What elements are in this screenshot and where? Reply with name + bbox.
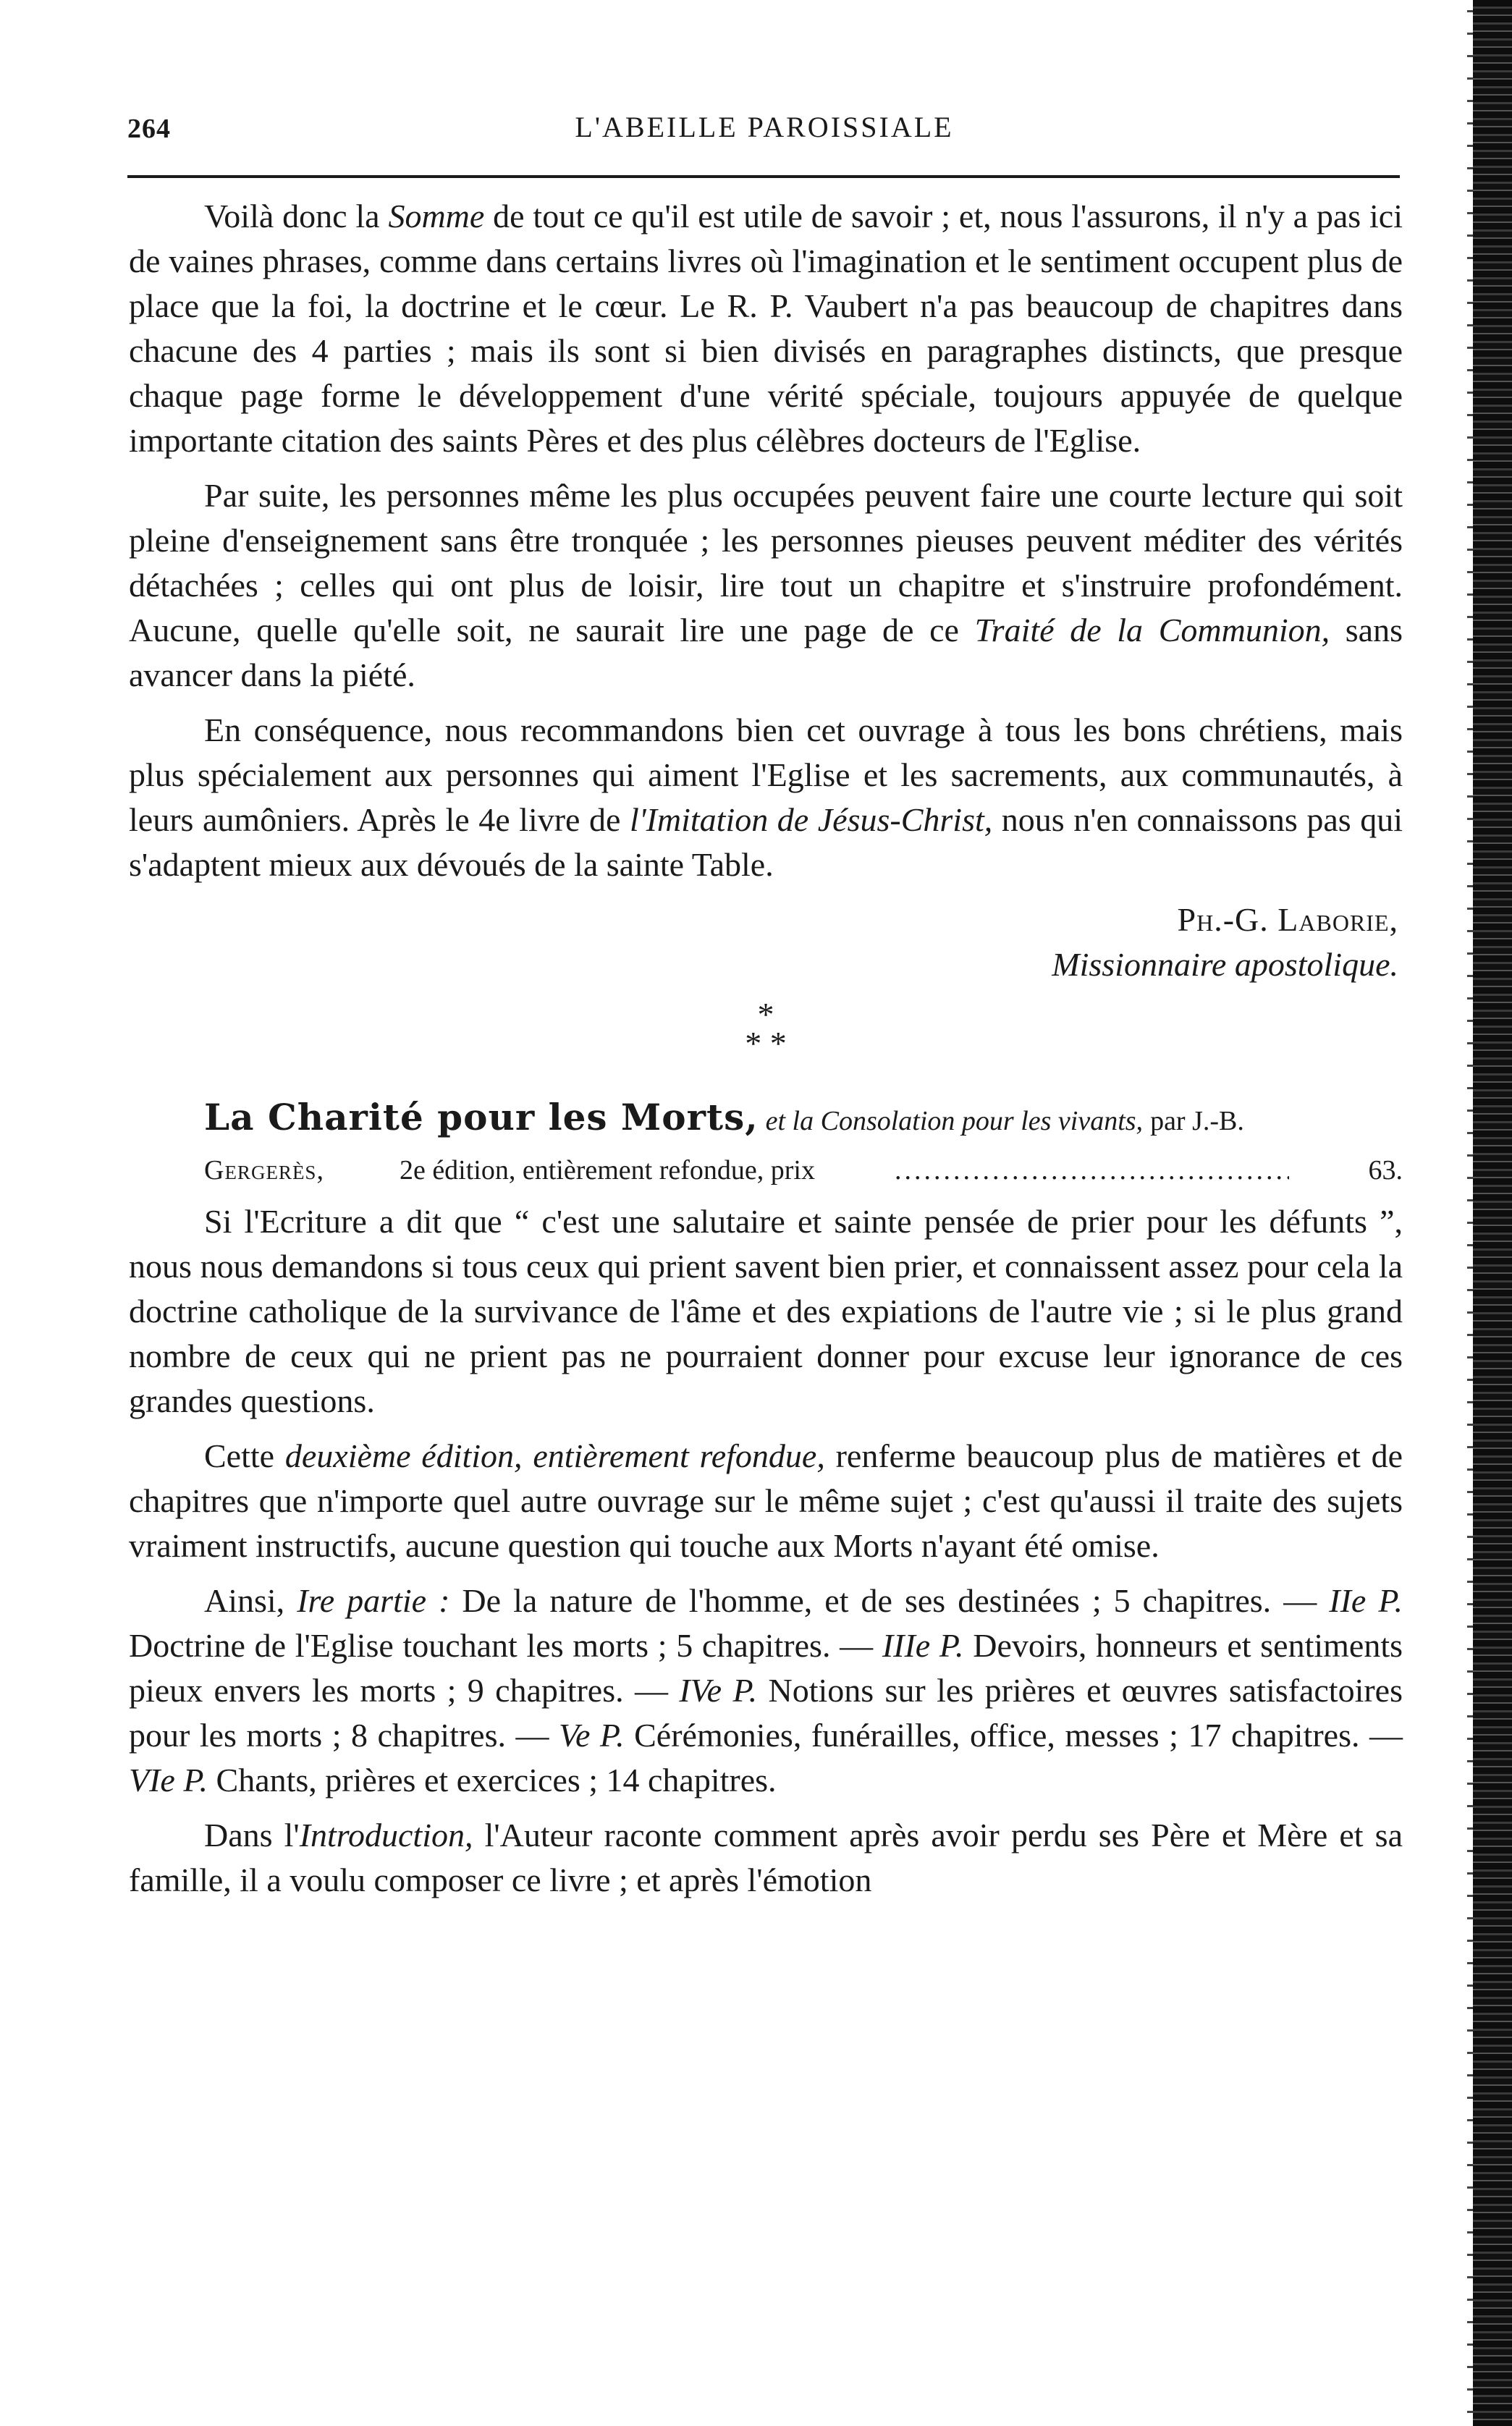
page-header [127,110,1401,153]
review2-paragraph-3: Ainsi, Ire partie : De la nature de l'homme, et de ses destinées ; 5 chapitres. — IIe P. Doctrine de l'Eglise touchant les morts ; 5 chapitres. — IIIe P. Devoirs, honneurs et sentiments pieux envers les morts ; 9 chapitres. — IVe P. Notions sur les prières et œuvres satisfactoires pour les morts ; 8 chapitres. — Ve P. Cérémonies, funérailles, office, messes ; 17 chapitres. — VIe P. Chants, prières et exercices ; 14 chapitres. [129,1582,1403,1799]
review2-book-heading [129,1097,1403,1141]
review2-paragraph-2: Cette deuxième édition, entièrement refondue, renferme beaucoup plus de matières et de chapitres que n'importe quel autre ouvrage sur le même sujet ; c'est qu'aussi il traite des sujets vraiment instructifs, aucune question qui touche aux Morts n'ayant été omise. [129,1437,1403,1564]
book-price: 63. [1368,1155,1403,1185]
header-rule [127,175,1400,178]
page-body [129,194,1403,1913]
review2-paragraph-4: Dans l'Introduction, l'Auteur raconte comment après avoir perdu ses Père et Mère et sa famille, il a voulu composer ce livre ; et après l'émotion [129,1817,1403,1898]
review2-book-meta [129,1151,1403,1189]
asterism-divider: * * * [745,996,787,1062]
signature-title: Missionnaire apostolique. [1052,946,1398,983]
book-title: La Charité pour les Morts, [204,1096,759,1138]
book-edition: 2e édition, entièrement refondue, prix [399,1155,815,1185]
signature-name: Ph.-G. Laborie, [1177,901,1398,938]
review2-paragraph-1: Si l'Ecriture a dit que “ c'est une salutaire et sainte pensée de prier pour les défunts ”, nous nous demandons si tous ceux qui prient savent bien prier, et connaissent assez pour cela la doctrine catholique de la survivance de l'âme et des expiations de l'autre vie ; si le plus grand nombre de ceux qui ne prient pas ne pourraient donner pour excuse leur ignorance de ces grandes questions. [129,1203,1403,1419]
review1-paragraph-3: En conséquence, nous recommandons bien cet ouvrage à tous les bons chrétiens, mais plus spécialement aux personnes qui aiment l'Eglise et les sacrements, aux communautés, à leurs aumôniers. Après le 4e livre de l'Imitation de Jésus-Christ, nous n'en connaissons pas qui s'adaptent mieux aux dévoués de la sainte Table. [129,711,1403,883]
book-subtitle: et la Consolation pour les vivants, [765,1106,1144,1136]
page-edge-shadow [1473,0,1512,2426]
running-title: L'ABEILLE PAROISSIALE [575,111,954,143]
review1-paragraph-1: Voilà donc la Somme de tout ce qu'il est utile de savoir ; et, nous l'assurons, il n'y a pas ici de vaines phrases, comme dans certains livres où l'imagination et le sentiment occupent plus de place que la foi, la doctrine et le cœur. Le R. P. Vaubert n'a pas beaucoup de chapitres dans chacune des 4 parties ; mais ils sont si bien divisés en paragraphes distincts, que presque chaque page forme le développement d'une vérité spéciale, toujours appuyée de quelque importante citation des saints Pères et des plus célèbres docteurs de l'Eglise. [129,198,1403,459]
leader-dots [819,1151,1289,1189]
book-author: Gergerès, [204,1155,324,1185]
page-number: 264 [127,114,171,144]
book-by: par J.-B. [1150,1106,1244,1136]
review1-signature [129,897,1403,987]
review1-paragraph-2: Par suite, les personnes même les plus occupées peuvent faire une courte lecture qui soit pleine d'enseignement sans être tronquée ; les personnes pieuses peuvent méditer des vérités détachées ; celles qui ont plus de loisir, lire tout un chapitre et s'instruire profondément. Aucune, quelle qu'elle soit, ne saurait lire une page de ce Traité de la Communion, sans avancer dans la piété. [129,477,1403,693]
